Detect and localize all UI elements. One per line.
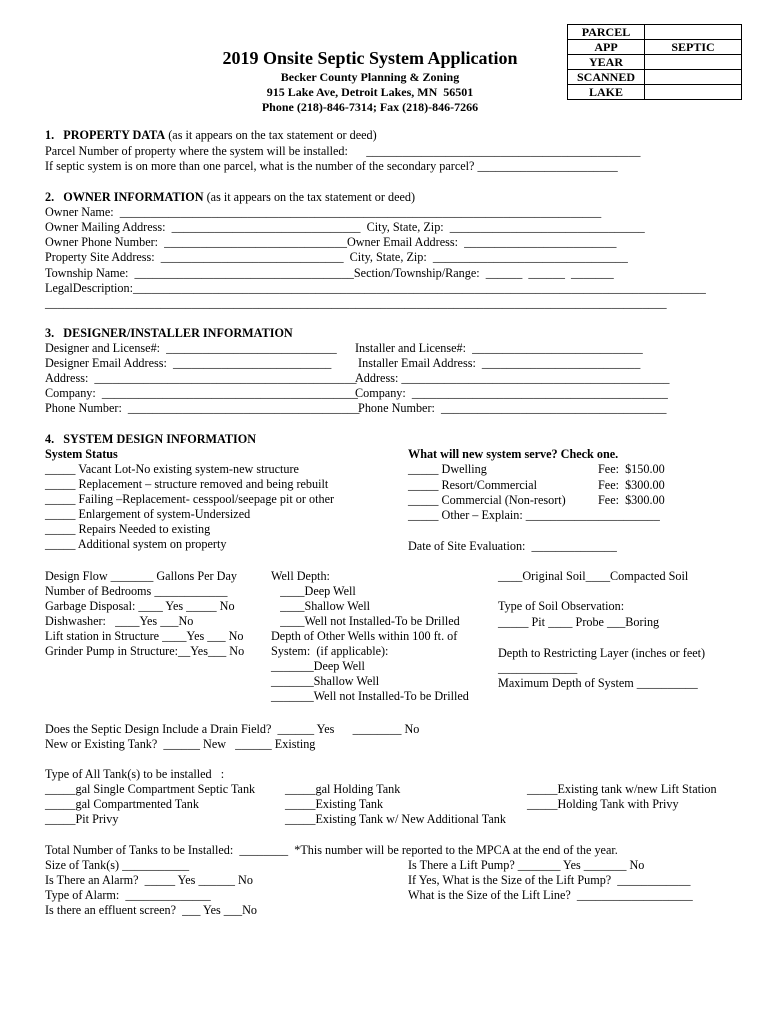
design-flow-field[interactable]: Design Flow _______ Gallons Per Day — [45, 569, 237, 583]
year-label: YEAR — [568, 55, 645, 70]
tank-single-compartment-option[interactable]: _____gal Single Compartment Septic Tank — [45, 782, 256, 796]
other-wells-label: Depth of Other Wells within 100 ft. of — [271, 629, 458, 643]
well-deep-option[interactable]: ____Deep Well — [271, 584, 356, 598]
secondary-parcel-field[interactable]: If septic system is on more than one parcel, what is the number of the secondary parcel? _______________________ — [45, 159, 618, 173]
status-option-vacant[interactable]: _____ Vacant Lot-No existing system-new structure — [45, 462, 299, 476]
other-well-deep-option[interactable]: _______Deep Well — [271, 659, 365, 673]
lift-line-size-field[interactable]: What is the Size of the Lift Line? ___________________ — [408, 888, 693, 902]
soil-observation-label: Type of Soil Observation: — [498, 599, 625, 613]
parcel-value — [645, 25, 742, 40]
installer-phone-field[interactable]: Phone Number: _____________________________________ — [355, 401, 667, 415]
tank-types-column-2 — [285, 782, 506, 827]
designer-license-field[interactable]: Designer and License#: ____________________________ — [45, 341, 337, 355]
property-site-field[interactable]: Property Site Address: ______________________________ City, State, Zip: ________________________________ — [45, 250, 628, 264]
new-existing-tank-question[interactable]: New or Existing Tank? ______ New ______ Existing — [45, 737, 316, 751]
well-shallow-option[interactable]: ____Shallow Well — [271, 599, 370, 613]
designer-address-field[interactable]: Address: ___________________________________________ — [45, 371, 357, 385]
serve-fee-resort: Fee: $300.00 — [598, 478, 665, 492]
tank-types-column-3 — [527, 782, 717, 812]
tank-existing-option[interactable]: _____Existing Tank — [285, 797, 384, 811]
status-option-additional[interactable]: _____ Additional system on property — [45, 537, 227, 551]
section-system-design-heading: 4. SYSTEM DESIGN INFORMATION — [45, 432, 257, 446]
designer-phone-field[interactable]: Phone Number: ______________________________________ — [45, 401, 360, 415]
parcel-label: PARCEL — [568, 25, 645, 40]
effluent-screen-question[interactable]: Is there an effluent screen? ___ Yes ___No — [45, 903, 257, 917]
office-name: Becker County Planning & Zoning — [280, 70, 460, 84]
alarm-type-field[interactable]: Type of Alarm: ______________ — [45, 888, 211, 902]
tank-details-right — [408, 858, 693, 903]
status-option-enlargement[interactable]: _____ Enlargement of system-Undersized — [45, 507, 251, 521]
office-address: 915 Lake Ave, Detroit Lakes, MN 56501 — [266, 85, 474, 99]
serve-option-dwelling[interactable]: _____ Dwelling — [408, 462, 487, 476]
designer-email-field[interactable]: Designer Email Address: __________________________ — [45, 356, 332, 370]
section-heading-note: (as it appears on the tax statement or deed) — [203, 190, 416, 204]
section-property-data-heading — [45, 128, 377, 143]
owner-mailing-field[interactable]: Owner Mailing Address: _______________________________ City, State, Zip: ________________________________ — [45, 220, 645, 234]
drain-field-question[interactable]: Does the Septic Design Include a Drain Field? ______ Yes ________ No — [45, 722, 420, 736]
installer-company-field[interactable]: Company: __________________________________________ — [355, 386, 668, 400]
section-heading-text: 2. OWNER INFORMATION — [45, 190, 204, 204]
system-status-heading: System Status — [45, 447, 118, 461]
status-option-failing[interactable]: _____ Failing –Replacement- cesspool/seepage pit or other — [45, 492, 335, 506]
tank-types-heading: Type of All Tank(s) to be installed : — [45, 767, 225, 781]
lake-label: LAKE — [568, 85, 645, 100]
design-flow-column — [45, 569, 244, 659]
grinder-pump-field[interactable]: Grinder Pump in Structure:__Yes___ No — [45, 644, 245, 658]
owner-name-field[interactable]: Owner Name: _______________________________________________________________________________ — [45, 205, 602, 219]
installer-email-field[interactable]: Installer Email Address: __________________________ — [355, 356, 641, 370]
status-option-repairs[interactable]: _____ Repairs Needed to existing — [45, 522, 211, 536]
serve-option-resort[interactable]: _____ Resort/Commercial — [408, 478, 537, 492]
system-serve-heading: What will new system serve? Check one. — [408, 447, 619, 461]
restricting-layer-field[interactable]: _____________ — [498, 661, 578, 675]
serve-fee-dwelling: Fee: $150.00 — [598, 462, 665, 476]
section-designer-heading: 3. DESIGNER/INSTALLER INFORMATION — [45, 326, 293, 340]
tank-details-left — [45, 858, 257, 918]
app-label: APP — [568, 40, 645, 55]
section-heading-note: (as it appears on the tax statement or deed) — [165, 128, 377, 142]
installer-column — [355, 341, 670, 416]
app-type-value: SEPTIC — [645, 40, 742, 55]
township-field[interactable]: Township Name: ____________________________________Section/Township/Range: ______ ______ _______ — [45, 266, 614, 280]
tank-holding-option[interactable]: _____gal Holding Tank — [285, 782, 401, 796]
installer-license-field[interactable]: Installer and License#: ____________________________ — [355, 341, 643, 355]
serve-option-commercial[interactable]: _____ Commercial (Non-resort) — [408, 493, 566, 507]
system-status-list — [45, 462, 334, 552]
soil-type-field[interactable]: ____Original Soil____Compacted Soil — [498, 569, 689, 583]
designer-column — [45, 341, 360, 416]
owner-phone-field[interactable]: Owner Phone Number: ______________________________Owner Email Address: _________________________ — [45, 235, 617, 249]
well-not-installed-option[interactable]: ____Well not Installed-To be Drilled — [271, 614, 460, 628]
well-depth-column — [271, 569, 469, 704]
tank-existing-additional-option[interactable]: _____Existing Tank w/ New Additional Tank — [285, 812, 506, 826]
bedrooms-field[interactable]: Number of Bedrooms ____________ — [45, 584, 228, 598]
site-evaluation-date-field[interactable]: Date of Site Evaluation: ______________ — [408, 539, 617, 553]
installer-address-field[interactable]: Address: ____________________________________________ — [355, 371, 670, 385]
restricting-layer-label: Depth to Restricting Layer (inches or feet) — [498, 646, 706, 660]
parcel-number-field[interactable]: Parcel Number of property where the system will be installed: _____________________________________________ — [45, 144, 641, 158]
section-owner-info-heading — [45, 190, 415, 205]
tank-types-column-1 — [45, 782, 255, 827]
lift-pump-size-field[interactable]: If Yes, What is the Size of the Lift Pump? ____________ — [408, 873, 691, 887]
tank-size-field[interactable]: Size of Tank(s) ___________ — [45, 858, 190, 872]
section-heading-text: 1. PROPERTY DATA — [45, 128, 166, 142]
garbage-disposal-field[interactable]: Garbage Disposal: ____ Yes _____ No — [45, 599, 235, 613]
designer-company-field[interactable]: Company: __________________________________________ — [45, 386, 358, 400]
other-wells-label-2: System: (if applicable): — [271, 644, 389, 658]
serve-fee-commercial: Fee: $300.00 — [598, 493, 665, 507]
dishwasher-field[interactable]: Dishwasher: ____Yes ___No — [45, 614, 194, 628]
page-title: 2019 Onsite Septic System Application — [222, 48, 518, 68]
lift-station-field[interactable]: Lift station in Structure ____Yes ___ No — [45, 629, 244, 643]
legal-description-field[interactable]: LegalDescription:______________________________________________________________________________________________ — [45, 281, 706, 295]
total-tanks-field[interactable]: Total Number of Tanks to be Installed: ________ *This number will be reported to the MPCA at the end of the year. — [45, 843, 618, 857]
status-option-replacement[interactable]: _____ Replacement – structure removed and being rebuilt — [45, 477, 329, 491]
soil-observation-field[interactable]: _____ Pit ____ Probe ___Boring — [498, 615, 660, 629]
tank-compartmented-option[interactable]: _____gal Compartmented Tank — [45, 797, 199, 811]
scanned-label: SCANNED — [568, 70, 645, 85]
alarm-question[interactable]: Is There an Alarm? _____ Yes ______ No — [45, 873, 253, 887]
max-depth-field[interactable]: Maximum Depth of System __________ — [498, 676, 698, 690]
tank-holding-privy-option[interactable]: _____Holding Tank with Privy — [527, 797, 679, 811]
lift-pump-question[interactable]: Is There a Lift Pump? _______ Yes _______ No — [408, 858, 645, 872]
other-well-not-installed-option[interactable]: _______Well not Installed-To be Drilled — [271, 689, 469, 703]
office-phone: Phone (218)-846-7314; Fax (218)-846-7266 — [261, 100, 479, 114]
tank-pit-privy-option[interactable]: _____Pit Privy — [45, 812, 119, 826]
serve-option-other[interactable]: _____ Other – Explain: ______________________ — [408, 508, 660, 522]
other-well-shallow-option[interactable]: _______Shallow Well — [271, 674, 380, 688]
well-depth-label: Well Depth: — [271, 569, 330, 583]
legal-description-line2[interactable]: ______________________________________________________________________________________________________ — [45, 296, 667, 310]
tank-existing-lift-station-option[interactable]: _____Existing tank w/new Lift Station — [527, 782, 717, 796]
